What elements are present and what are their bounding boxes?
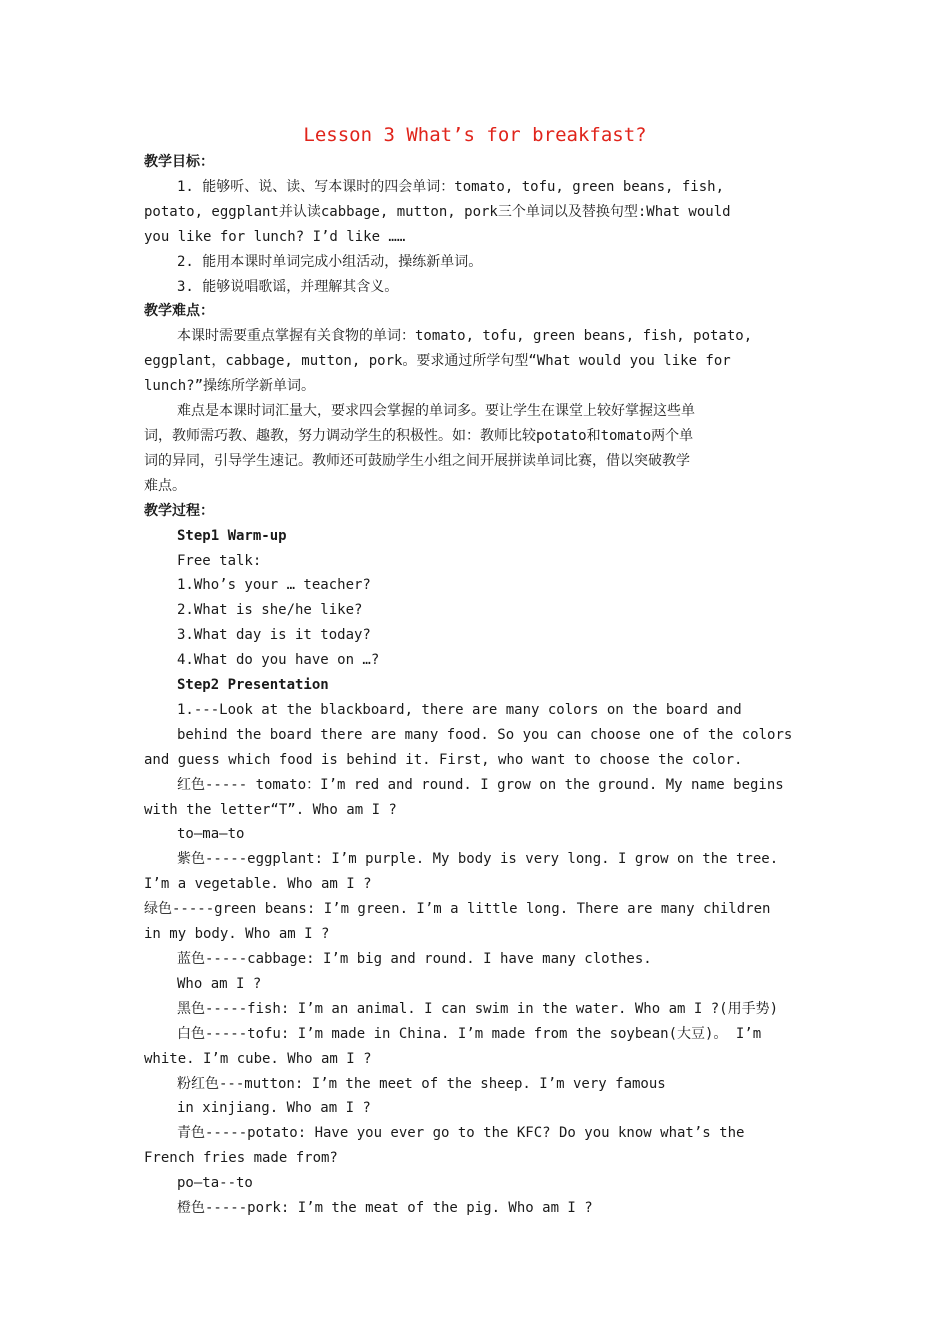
text-line: potato, eggplant并认读cabbage, mutton, pork三个单词以及替换句型:What would xyxy=(144,203,731,220)
text-line: 4.What do you have on …? xyxy=(177,652,380,669)
text-line: 2.What is she/he like? xyxy=(177,602,363,619)
text-line: in xinjiang. Who am I ? xyxy=(177,1100,371,1117)
section-heading: 教学过程： xyxy=(144,502,214,519)
text-line: 难点。 xyxy=(144,477,186,494)
text-line: 紫色-----eggplant: I’m purple. My body is very long. I grow on the tree. xyxy=(177,851,779,868)
text-line: 青色-----potato: Have you ever go to the KFC? Do you know what’s the xyxy=(177,1125,745,1142)
text-line: 橙色-----pork: I’m the meat of the pig. Who am I ? xyxy=(177,1200,593,1217)
document-body xyxy=(144,150,804,1221)
text-line: 粉红色---mutton: I’m the meet of the sheep. I’m very famous xyxy=(177,1075,666,1092)
text-line: and guess which food is behind it. First, who want to choose the color. xyxy=(144,751,743,768)
text-line: 1. 能够听、说、读、写本课时的四会单词：tomato, tofu, green beans, fish, xyxy=(177,178,725,195)
text-line: white. I’m cube. Who am I ? xyxy=(144,1050,372,1067)
text-line: po—ta--to xyxy=(177,1175,253,1192)
text-line: to—ma—to xyxy=(177,826,245,843)
text-line: 1.Who’s your … teacher? xyxy=(177,577,371,594)
text-line: I’m a vegetable. Who am I ? xyxy=(144,876,372,893)
text-line: 绿色-----green beans: I’m green. I’m a little long. There are many children xyxy=(144,901,771,918)
text-line: Step2 Presentation xyxy=(177,677,329,694)
text-line: 2. 能用本课时单词完成小组活动，操练新单词。 xyxy=(177,253,483,270)
text-line: 难点是本课时词汇量大，要求四会掌握的单词多。要让学生在课堂上较好掌握这些单 xyxy=(177,403,695,420)
text-line: lunch?”操练所学新单词。 xyxy=(144,378,316,395)
section-heading: 教学目标： xyxy=(144,154,214,170)
document-title: Lesson 3 What’s for breakfast? xyxy=(303,124,647,146)
text-line: 蓝色-----cabbage: I’m big and round. I have many clothes. xyxy=(177,951,652,967)
text-line: 3. 能够说唱歌谣，并理解其含义。 xyxy=(177,278,399,295)
text-line: 词的异同，引导学生速记。教师还可鼓励学生小组之间开展拼读单词比赛，借以突破教学 xyxy=(144,452,690,469)
text-line: 本课时需要重点掌握有关食物的单词：tomato, tofu, green beans, fish, potato, xyxy=(177,328,753,345)
text-line: in my body. Who am I ? xyxy=(144,926,330,943)
text-line: Free talk: xyxy=(177,552,262,569)
text-line: behind the board there are many food. So you can choose one of the colors xyxy=(177,726,793,743)
text-line: Who am I ? xyxy=(177,975,262,992)
text-line: you like for lunch? I’d like …… xyxy=(144,228,406,245)
text-line: 黑色-----fish: I’m an animal. I can swim in the water. Who am I ?(用手势) xyxy=(177,1000,779,1017)
text-line: 1.---Look at the blackboard, there are many colors on the board and xyxy=(177,701,742,718)
text-line: 红色----- tomato：I’m red and round. I grow on the ground. My name begins xyxy=(177,776,784,793)
text-line: eggplant，cabbage, mutton, pork。要求通过所学句型“What would you like for xyxy=(144,353,731,370)
text-line: French fries made from? xyxy=(144,1150,338,1167)
text-line: Step1 Warm-up xyxy=(177,527,287,544)
text-line: with the letter“T”. Who am I ? xyxy=(144,801,397,818)
section-heading: 教学难点： xyxy=(144,303,214,320)
text-line: 3.What day is it today? xyxy=(177,627,371,644)
text-line: 白色-----tofu: I’m made in China. I’m made from the soybean(大豆)。 I’m xyxy=(177,1025,762,1042)
text-line: 词，教师需巧教、趣教，努力调动学生的积极性。如：教师比较potato和tomato两个单 xyxy=(144,427,694,444)
